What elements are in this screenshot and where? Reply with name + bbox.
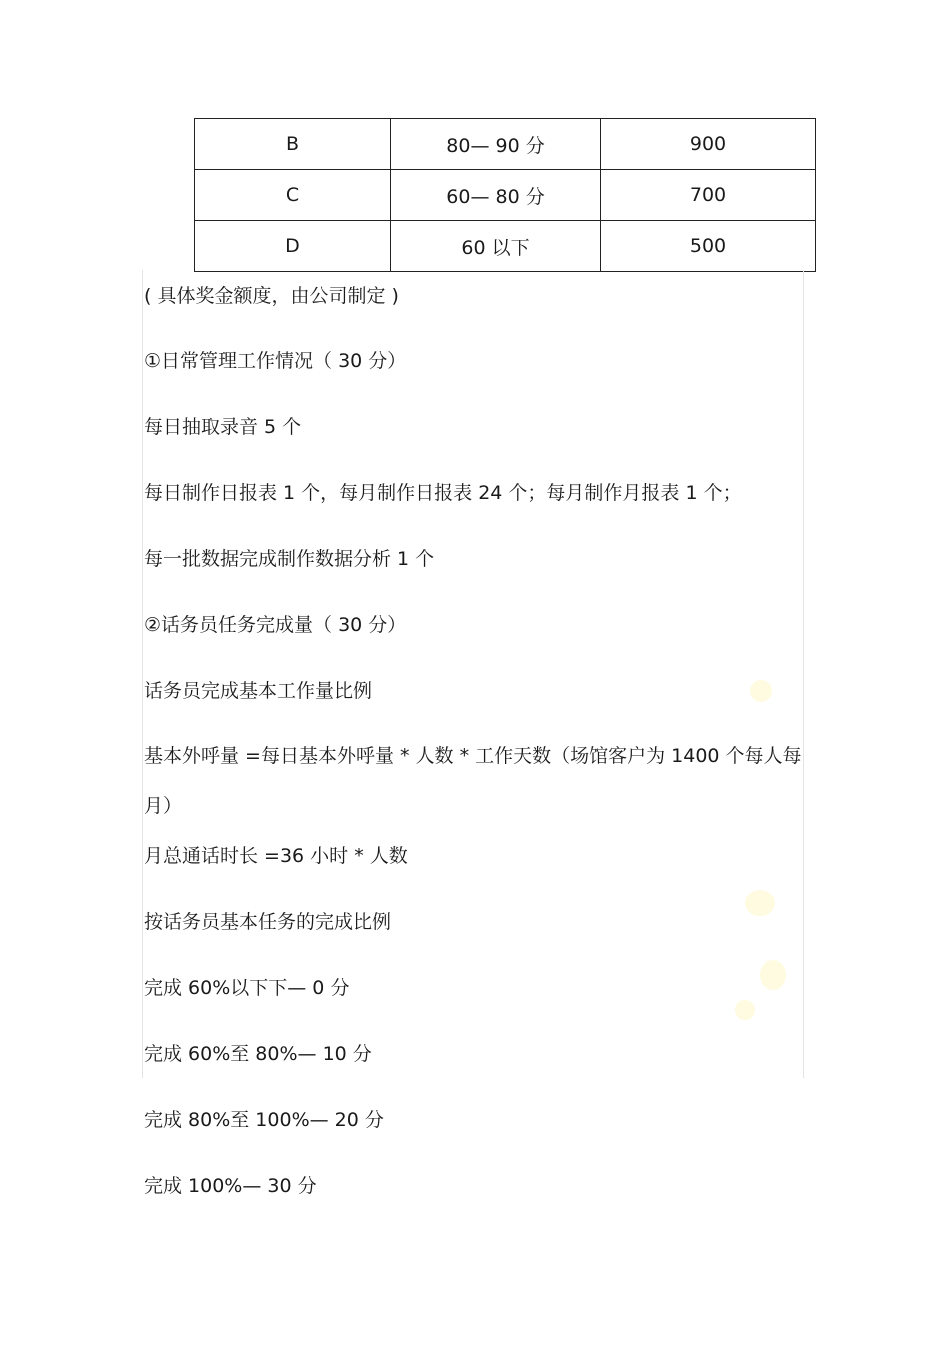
- table-row: [195, 119, 816, 170]
- item-reports: 每日制作日报表 1 个，每月制作日报表 24 个；每月制作月报表 1 个；: [144, 482, 742, 504]
- section-title-daily-management: ①日常管理工作情况（ 30 分）: [144, 350, 407, 372]
- item-formula-call-duration: 月总通话时长 =36 小时 * 人数: [144, 845, 408, 867]
- table-row: [195, 221, 816, 272]
- frame-right-border: [803, 270, 804, 1078]
- background-smudge: [745, 890, 775, 916]
- item-completion-ratio: 按话务员基本任务的完成比例: [144, 911, 392, 933]
- bonus-amount-cell: 700: [601, 170, 816, 221]
- score-range-cell: 60— 80 分: [391, 170, 601, 221]
- grade-cell: D: [195, 221, 391, 272]
- background-smudge: [735, 1000, 755, 1020]
- table-row: [195, 170, 816, 221]
- section-title-task-completion: ②话务员任务完成量（ 30 分）: [144, 614, 407, 636]
- score-rule-80-100: 完成 80%至 100%— 20 分: [144, 1109, 384, 1131]
- item-workload-ratio: 话务员完成基本工作量比例: [144, 680, 373, 702]
- item-formula-outbound-calls: 基本外呼量 =每日基本外呼量 * 人数 * 工作天数（场馆客户为 1400 个每人每月）: [144, 745, 802, 817]
- item-data-analysis: 每一批数据完成制作数据分析 1 个: [144, 548, 435, 570]
- bonus-amount-cell: 900: [601, 119, 816, 170]
- score-range-cell: 80— 90 分: [391, 119, 601, 170]
- background-smudge: [750, 680, 772, 702]
- grade-bonus-table: [194, 118, 816, 272]
- score-range-cell: 60 以下: [391, 221, 601, 272]
- bonus-amount-cell: 500: [601, 221, 816, 272]
- score-rule-60-80: 完成 60%至 80%— 10 分: [144, 1043, 372, 1065]
- grade-cell: C: [195, 170, 391, 221]
- score-rule-below-60: 完成 60%以下下— 0 分: [144, 977, 350, 999]
- bonus-note: ( 具体奖金额度，由公司制定 ): [144, 285, 399, 307]
- frame-left-border: [142, 270, 143, 1078]
- grade-cell: B: [195, 119, 391, 170]
- score-rule-100: 完成 100%— 30 分: [144, 1175, 317, 1197]
- background-smudge: [760, 960, 786, 990]
- item-recording-sample: 每日抽取录音 5 个: [144, 416, 302, 438]
